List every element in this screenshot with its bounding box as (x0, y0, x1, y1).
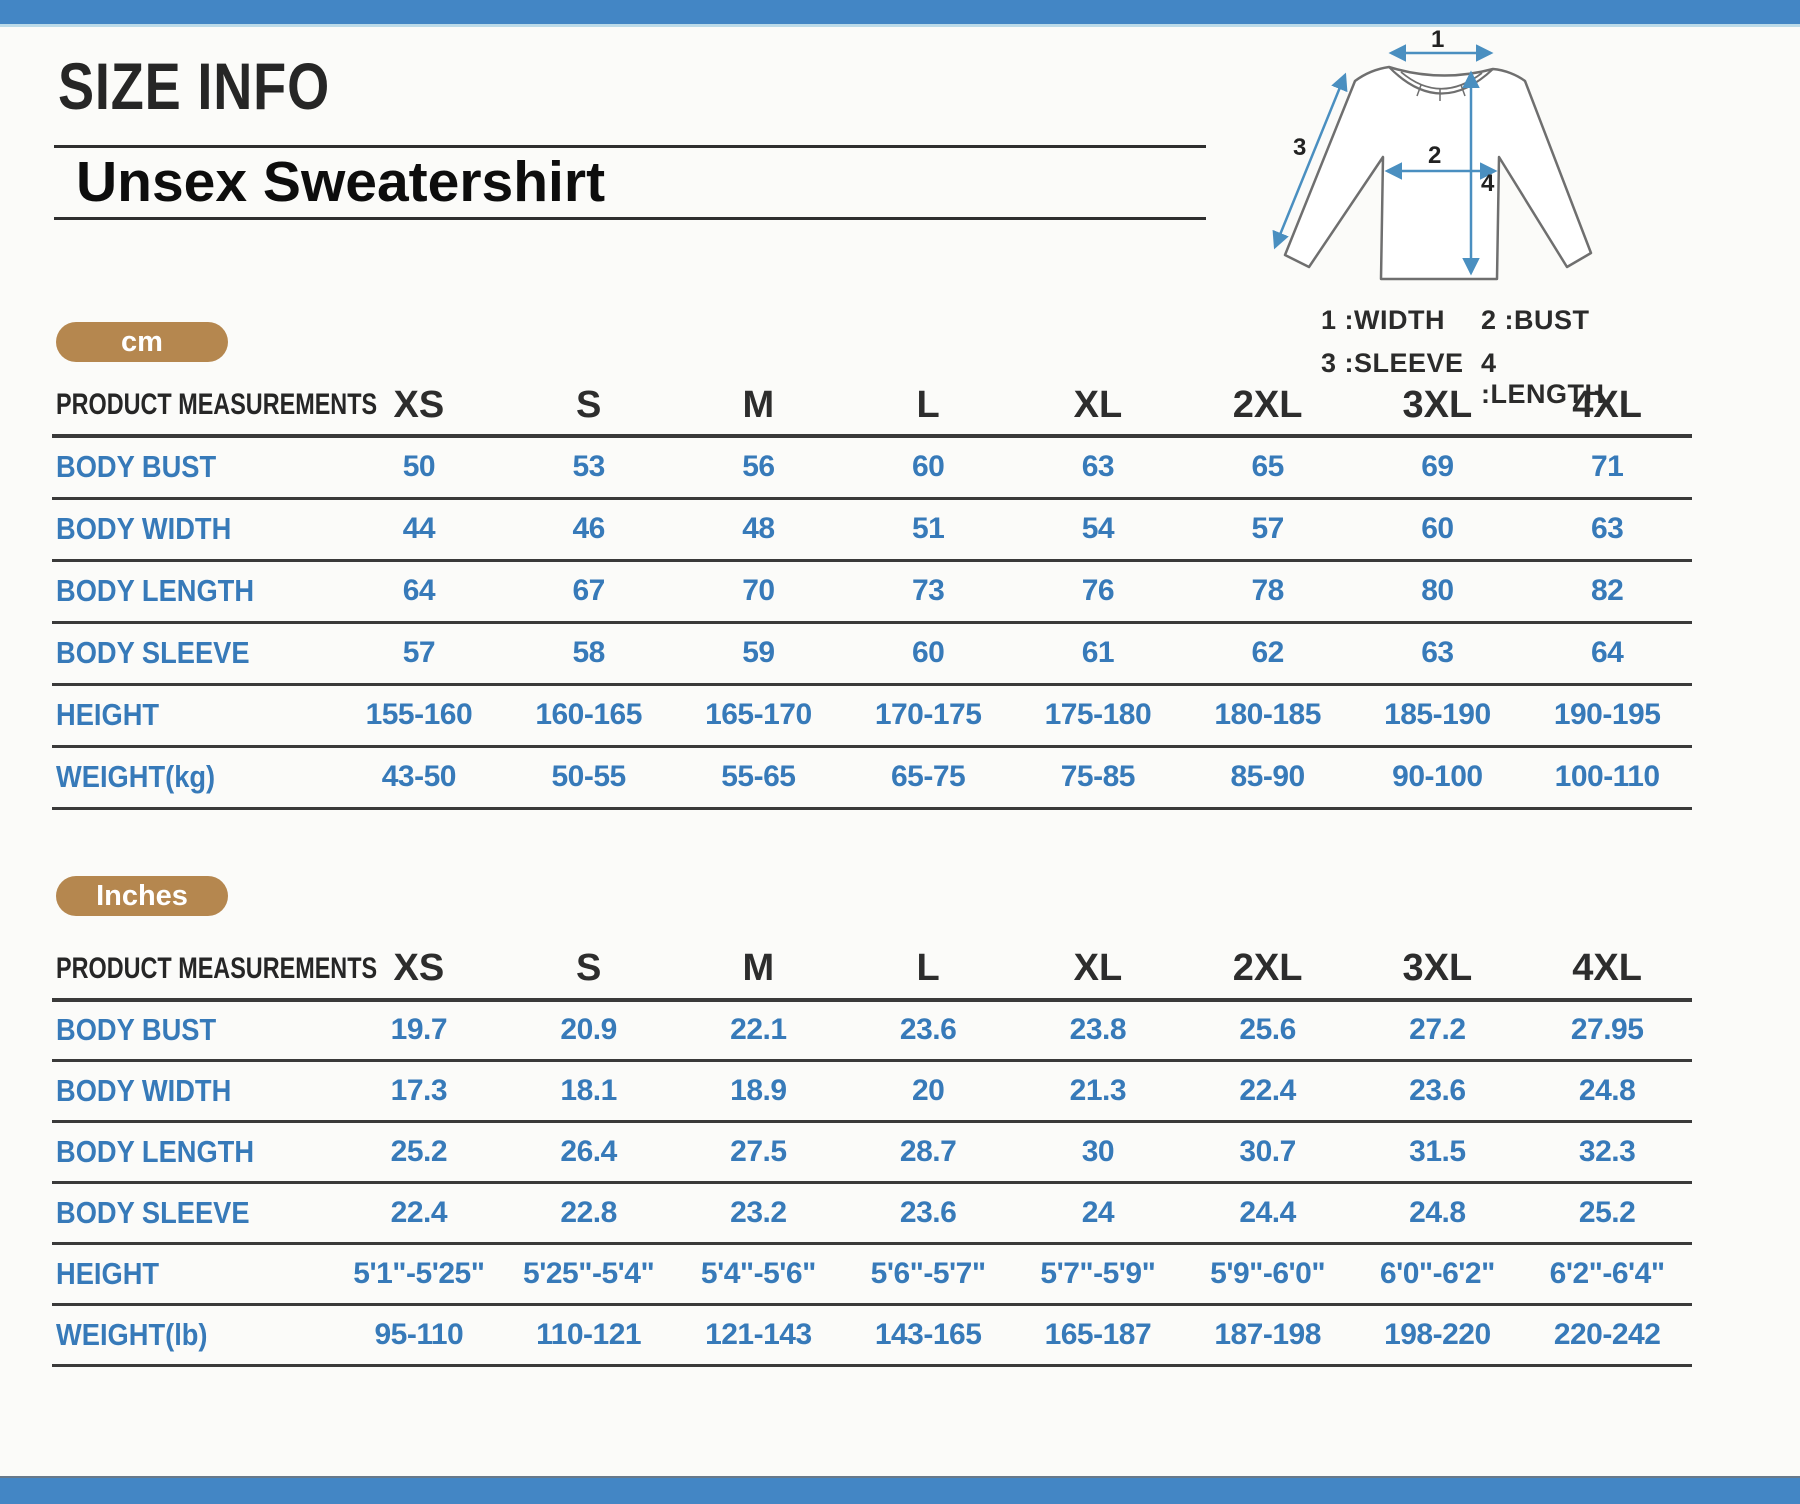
measurement-value: 57 (1251, 512, 1284, 545)
measurement-value: 56 (742, 450, 775, 484)
measurement-value: 165-170 (705, 698, 812, 731)
top-border-bar (0, 0, 1800, 27)
row-label: BODY LENGTH (56, 573, 255, 608)
measurement-value: 48 (742, 512, 775, 545)
table-row (52, 1061, 1692, 1122)
measurement-value: 85-90 (1230, 760, 1305, 793)
measurement-value: 24 (1081, 1196, 1115, 1229)
size-column-header: XL (1073, 947, 1123, 989)
size-column-header: 4XL (1572, 383, 1642, 426)
measurement-value: 180-185 (1214, 698, 1321, 731)
measurement-value: 54 (1081, 512, 1115, 545)
measurement-value: 5'9"-6'0" (1210, 1257, 1326, 1290)
measurement-value: 76 (1081, 574, 1115, 607)
legend-item-length: 4 :LENGTH (1481, 348, 1605, 409)
measurement-value: 70 (742, 574, 775, 607)
marker-1: 1 (1431, 26, 1445, 53)
measurement-value: 60 (1421, 512, 1454, 545)
measurement-value: 170-175 (874, 698, 982, 731)
measurement-value: 58 (572, 636, 605, 669)
size-column-header: 3XL (1402, 383, 1473, 426)
measurement-value: 67 (572, 574, 605, 607)
measurement-value: 64 (402, 574, 436, 607)
page-title-text: SIZE INFO (58, 49, 330, 123)
table-row (52, 746, 1692, 808)
measurement-value: 18.1 (560, 1074, 617, 1107)
measurement-value: 22.4 (1239, 1074, 1296, 1107)
measurement-value: 59 (742, 636, 775, 669)
size-column-header: XL (1073, 383, 1123, 426)
cm-table-host (0, 376, 1800, 810)
table-row (52, 1244, 1692, 1305)
measurement-value: 25.2 (1578, 1196, 1636, 1229)
measurement-value: 95-110 (374, 1318, 464, 1351)
diagram-legend (1321, 305, 1625, 410)
unit-badge-cm: cm (56, 322, 228, 362)
measurement-value: 5'7"-5'9" (1040, 1257, 1156, 1290)
measurement-value: 90-100 (1392, 760, 1483, 793)
measurement-value: 71 (1590, 450, 1624, 484)
table-row (52, 1305, 1692, 1366)
measurement-value: 24.4 (1239, 1196, 1296, 1229)
measurement-value: 25.2 (390, 1135, 448, 1168)
size-column-header: 2XL (1232, 383, 1303, 426)
sweatshirt-outline (1285, 67, 1591, 279)
measurement-value: 28.7 (899, 1135, 957, 1168)
unit-badge-inches: Inches (56, 876, 228, 916)
measurement-value: 220-242 (1553, 1318, 1661, 1351)
measurement-value: 82 (1590, 574, 1624, 607)
legend-item-width: 1 :WIDTH (1321, 305, 1445, 335)
measurement-value: 27.95 (1570, 1013, 1644, 1047)
measurement-value: 155-160 (365, 698, 473, 731)
measurement-value: 23.6 (899, 1196, 957, 1229)
measurement-value: 30.7 (1239, 1135, 1296, 1168)
measurement-value: 65-75 (891, 760, 966, 793)
row-label: BODY WIDTH (56, 511, 232, 546)
table-header-row (52, 940, 1692, 1000)
measurement-value: 21.3 (1069, 1074, 1127, 1107)
measurement-value: 27.5 (730, 1135, 787, 1168)
size-column-header: XS (393, 947, 445, 989)
row-label: BODY SLEEVE (56, 1195, 250, 1230)
measurement-value: 63 (1081, 450, 1115, 484)
measurement-value: 6'0"-6'2" (1379, 1257, 1495, 1290)
measurement-value: 5'25"-5'4" (523, 1257, 655, 1290)
measurement-value: 26.4 (560, 1135, 617, 1168)
measurement-value: 78 (1251, 574, 1284, 607)
sweatshirt-illustration-svg (1225, 24, 1625, 294)
measurement-value: 18.9 (730, 1074, 787, 1107)
measurement-value: 22.4 (390, 1196, 448, 1229)
measurements-column-header: PRODUCT MEASUREMENTS (56, 388, 378, 421)
row-label: BODY WIDTH (56, 1073, 232, 1108)
measurement-value: 23.2 (730, 1196, 787, 1229)
measurement-value: 17.3 (390, 1074, 448, 1107)
measurement-value: 100-110 (1554, 760, 1660, 793)
measurement-value: 75-85 (1060, 760, 1135, 793)
measurement-value: 5'4"-5'6" (700, 1257, 816, 1290)
measurement-value: 69 (1421, 450, 1454, 484)
table-row (52, 1000, 1692, 1061)
measurement-value: 24.8 (1578, 1074, 1636, 1107)
row-label: WEIGHT(kg) (56, 759, 216, 794)
measurement-value: 46 (572, 512, 605, 545)
measurement-value: 61 (1081, 636, 1115, 669)
measurement-value: 44 (402, 512, 436, 545)
measurement-value: 198-220 (1384, 1318, 1491, 1351)
measurement-value: 63 (1590, 512, 1624, 545)
measurement-value: 53 (572, 450, 605, 484)
title-divider-top (54, 145, 1206, 148)
measurement-value: 165-187 (1044, 1318, 1152, 1351)
measurement-value: 23.6 (899, 1013, 957, 1047)
measurement-value: 6'2"-6'4" (1549, 1257, 1665, 1290)
size-column-header: 4XL (1572, 947, 1642, 989)
measurement-value: 121-143 (705, 1318, 812, 1351)
table-row (52, 1183, 1692, 1244)
row-label: BODY LENGTH (56, 1134, 255, 1169)
size-column-header: M (742, 947, 775, 989)
inches-table-host (0, 940, 1800, 1368)
legend-item-bust: 2 :BUST (1481, 305, 1590, 335)
size-table-inches (52, 940, 1692, 1368)
marker-4: 4 (1481, 170, 1495, 197)
size-column-header: L (916, 947, 940, 989)
marker-3: 3 (1293, 134, 1307, 161)
measurement-value: 65 (1251, 450, 1284, 484)
row-label: HEIGHT (56, 1256, 160, 1291)
measurement-value: 32.3 (1578, 1135, 1636, 1168)
measurement-value: 23.6 (1409, 1074, 1466, 1107)
measurement-value: 22.1 (730, 1013, 787, 1047)
measurement-value: 60 (911, 450, 945, 484)
measurement-value: 187-198 (1214, 1318, 1321, 1351)
measurement-value: 25.6 (1239, 1013, 1296, 1047)
row-label: WEIGHT(lb) (56, 1317, 208, 1352)
measurement-value: 31.5 (1409, 1135, 1466, 1168)
measurement-value: 51 (911, 512, 945, 545)
measurement-value: 5'1"-5'25" (353, 1257, 485, 1290)
table-row (52, 622, 1692, 684)
table-row (52, 1122, 1692, 1183)
marker-2: 2 (1428, 142, 1442, 169)
measurement-value: 110-121 (536, 1318, 642, 1351)
size-column-header: 2XL (1232, 947, 1303, 989)
measurement-value: 160-165 (535, 698, 642, 731)
measurement-value: 30 (1081, 1135, 1115, 1168)
measurement-value: 43-50 (381, 760, 456, 793)
row-label: BODY SLEEVE (56, 635, 250, 670)
measurement-value: 27.2 (1409, 1013, 1466, 1047)
measurement-value: 64 (1590, 636, 1624, 669)
measurement-value: 19.7 (390, 1013, 448, 1047)
measurement-value: 50-55 (551, 760, 626, 793)
row-label: BODY BUST (56, 1012, 217, 1048)
measurement-value: 143-165 (874, 1318, 982, 1351)
size-table-cm (52, 376, 1692, 810)
bottom-border-bar (0, 1476, 1800, 1504)
measurement-value: 24.8 (1409, 1196, 1466, 1229)
size-column-header: XS (393, 383, 445, 426)
measurement-value: 60 (911, 636, 945, 669)
size-table-section-inches (0, 810, 1800, 1368)
measurement-value: 20.9 (560, 1013, 617, 1047)
measurement-value: 80 (1421, 574, 1454, 607)
size-column-header: L (916, 383, 940, 426)
measurement-value: 73 (911, 574, 945, 607)
product-name: Unsex Sweatershirt (76, 150, 606, 214)
measurement-value: 22.8 (560, 1196, 617, 1229)
measurement-value: 190-195 (1553, 698, 1661, 731)
row-label: BODY BUST (56, 449, 217, 485)
table-row (52, 684, 1692, 746)
measurement-value: 55-65 (721, 760, 796, 793)
measurement-value: 175-180 (1044, 698, 1152, 731)
measurement-value: 62 (1251, 636, 1284, 669)
size-column-header: S (575, 947, 602, 989)
measurement-value: 57 (402, 636, 436, 669)
measurement-value: 63 (1421, 636, 1454, 669)
size-column-header: 3XL (1402, 947, 1473, 989)
size-column-header: M (742, 383, 775, 426)
measurement-value: 20 (911, 1074, 945, 1107)
measurement-value: 5'6"-5'7" (870, 1257, 986, 1290)
measurements-column-header: PRODUCT MEASUREMENTS (56, 951, 378, 985)
sweatshirt-diagram (1225, 24, 1625, 410)
table-row (52, 436, 1692, 498)
table-row (52, 560, 1692, 622)
size-column-header: S (575, 383, 602, 426)
table-row (52, 498, 1692, 560)
measurement-value: 185-190 (1384, 698, 1491, 731)
measurement-value: 50 (402, 450, 436, 484)
measurement-value: 23.8 (1069, 1013, 1127, 1047)
row-label: HEIGHT (56, 697, 160, 732)
legend-item-sleeve: 3 :SLEEVE (1321, 348, 1464, 378)
